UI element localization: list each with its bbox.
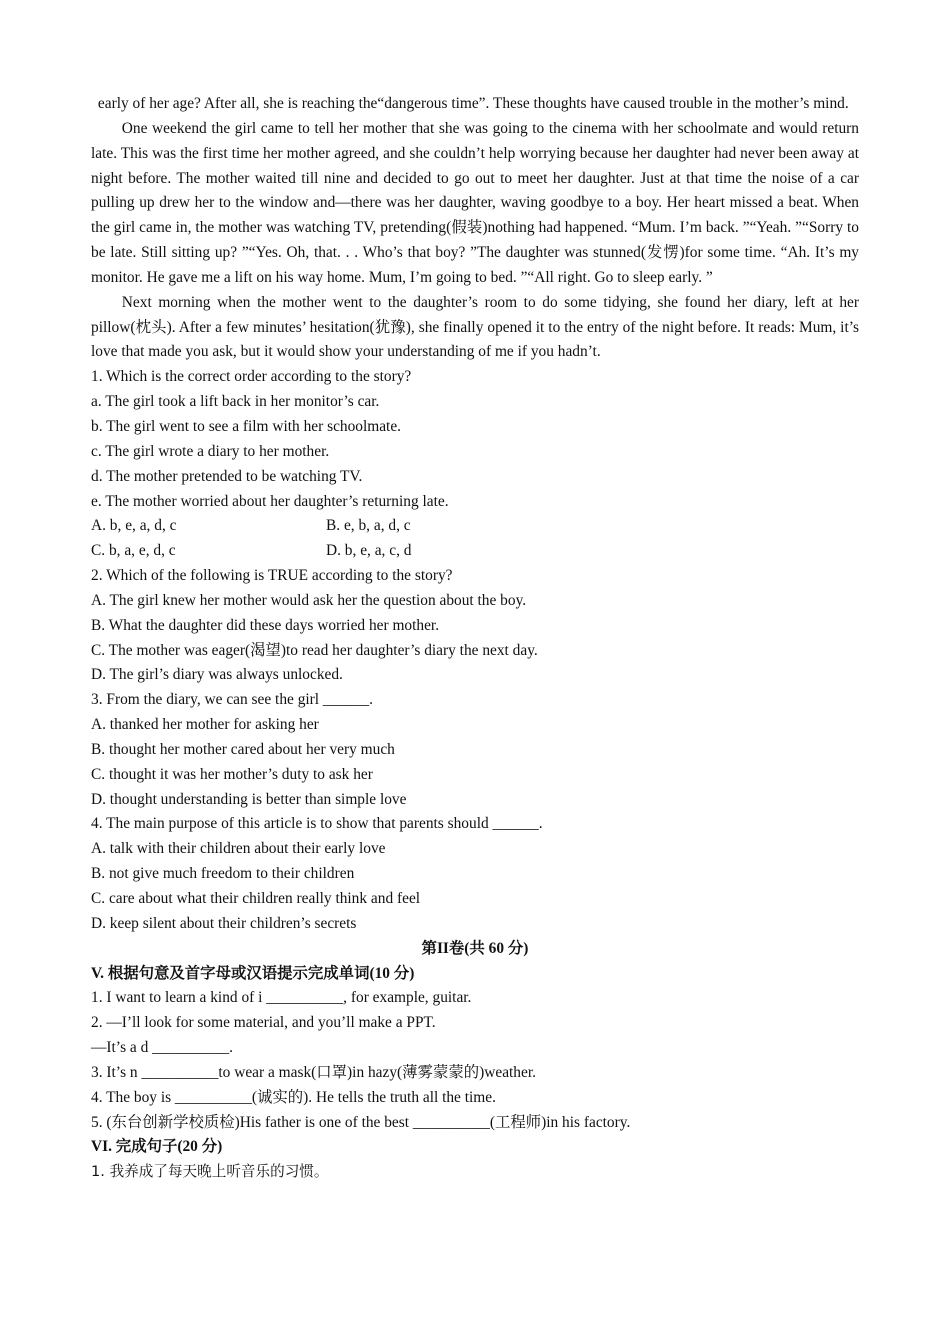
passage-paragraph-3: Next morning when the mother went to the daughter’s room to do some tidying, she found her diary, left at her pillow(枕头). After a few minutes’ hesitation(犹豫), she finally opened it to the entry of the night before. It reads: Mum, it’s love that made you ask, but it would show your understanding of me if you hadn’t. <box>91 293 859 361</box>
question-3-option-a: A. thanked her mother for asking her <box>91 716 319 734</box>
question-4-option-a: A. talk with their children about their early love <box>91 840 386 858</box>
part-2-title: 第II卷(共 60 分) <box>421 939 529 957</box>
question-4-option-c: C. care about what their children really think and feel <box>91 890 421 907</box>
question-4-stem: 4. The main purpose of this article is to show that parents should ______. <box>91 815 543 833</box>
question-1-item-d: d. The mother pretended to be watching TV. <box>91 467 363 485</box>
question-2-stem: 2. Which of the following is TRUE according to the story? <box>91 567 453 585</box>
page-content <box>91 92 859 1185</box>
question-4-option-b: B. not give much freedom to their children <box>91 865 355 883</box>
section-6-title: VI. 完成句子(20 分) <box>91 1138 223 1156</box>
question-2-option-d: D. The girl’s diary was always unlocked. <box>91 666 343 684</box>
question-1-option-b: B. e, b, a, d, c <box>326 517 411 535</box>
question-1-option-c: C. b, a, e, d, c <box>91 542 176 560</box>
question-1-option-d: D. b, e, a, c, d <box>326 542 412 560</box>
section-5-item-2-reply: —It’s a d __________. <box>91 1039 233 1057</box>
question-3-stem: 3. From the diary, we can see the girl ______. <box>91 691 373 709</box>
question-3-option-c: C. thought it was her mother’s duty to ask her <box>91 765 373 783</box>
question-2-option-b: B. What the daughter did these days worried her mother. <box>91 616 440 634</box>
section-5-item-5: 5. (东台创新学校质检)His father is one of the best __________(工程师)in his factory. <box>91 1113 631 1131</box>
section-5-item-2: 2. —I’ll look for some material, and you’ll make a PPT. <box>91 1014 436 1032</box>
question-1-item-c: c. The girl wrote a diary to her mother. <box>91 442 330 460</box>
section-5-item-3: 3. It’s n __________to wear a mask(口罩)in hazy(薄雾蒙蒙的)weather. <box>91 1063 536 1081</box>
question-1-item-e: e. The mother worried about her daughter’s returning late. <box>91 492 449 510</box>
question-1-item-b: b. The girl went to see a film with her schoolmate. <box>91 417 402 435</box>
question-2-option-c: C. The mother was eager(渴望)to read her daughter’s diary the next day. <box>91 641 538 659</box>
question-3-option-b: B. thought her mother cared about her very much <box>91 740 395 758</box>
passage-paragraph-1: early of her age? After all, she is reaching the“dangerous time”. These thoughts have caused trouble in the mother’s mind. <box>97 95 849 112</box>
section-5-item-1: 1. I want to learn a kind of i __________, for example, guitar. <box>91 989 472 1007</box>
question-1-stem: 1. Which is the correct order according to the story? <box>91 368 412 386</box>
question-1-option-a: A. b, e, a, d, c <box>91 517 177 535</box>
question-4-option-d: D. keep silent about their children’s secrets <box>91 914 357 932</box>
question-1-options-row-1 <box>91 514 859 539</box>
question-1-item-a: a. The girl took a lift back in her monitor’s car. <box>91 393 380 411</box>
question-2-option-a: A. The girl knew her mother would ask her the question about the boy. <box>91 591 527 609</box>
question-3-option-d: D. thought understanding is better than simple love <box>91 790 407 808</box>
section-6-item-1: 1. 我养成了每天晚上听音乐的习惯。 <box>91 1163 329 1181</box>
section-5-item-4: 4. The boy is __________(诚实的). He tells the truth all the time. <box>91 1088 496 1106</box>
question-1-options-row-2 <box>91 539 859 564</box>
passage-paragraph-2: One weekend the girl came to tell her mother that she was going to the cinema with her schoolmate and would return late. This was the first time her mother agreed, and she couldn’t help worrying because her daughter had never been away at night before. The mother waited till nine and decided to go out to meet her daughter. Just at that time the noise of a car pulling up drew her to the window and—there was her daughter, waving goodbye to a boy. Her heart missed a beat. When the girl came in, the mother was watching TV, pretending(假装)nothing had happened. “Mum. I’m back. ”“Yeah. ”“Sorry to be late. Still sitting up? ”“Yes. Oh, that. . . Who’s that boy? ”The daughter was stunned(发愣)for some time. “Ah. It’s my monitor. He gave me a lift on his way home. Mum, I’m going to bed. ”“All right. Go to sleep early. ” <box>91 119 859 286</box>
section-5-title: V. 根据句意及首字母或汉语提示完成单词(10 分) <box>91 964 415 982</box>
